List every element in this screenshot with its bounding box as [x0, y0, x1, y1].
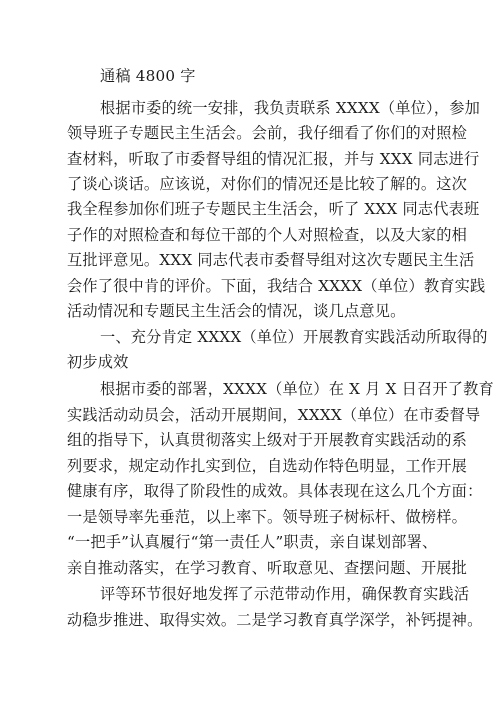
paragraph-line: 健康有序，取得了阶段性的成效。具体表现在这么几个方面： [67, 482, 483, 500]
paragraph-line: 评等环节很好地发挥了示范带动作用，确保教育实践活 [100, 585, 470, 603]
paragraph-line: 领导班子专题民主生活会。会前，我仔细看了你们的对照检 [67, 124, 468, 142]
paragraph-line: 一是领导率先垂范，以上率下。领导班子树标杆、做榜样。 [67, 508, 468, 526]
paragraph-line: 我全程参加你们班子专题民主生活会，听了 XXX 同志代表班 [67, 200, 480, 218]
paragraph-line: 了谈心谈话。应该说，对你们的情况还是比较了解的。这次 [67, 175, 468, 193]
paragraph-line: 活动情况和专题民主生活会的情况，谈几点意见。 [67, 302, 406, 320]
paragraph-line: “一把手”认真履行“第一责任人”职责，亲自谋划部署、 [67, 533, 438, 551]
section-heading: 初步成效 [67, 353, 129, 371]
paragraph-line: 互批评意见。XXX 同志代表市委督导组对这次专题民主生活 [67, 251, 475, 269]
section-heading: 一、充分肯定 XXXX（单位）开展教育实践活动所取得的 [100, 328, 488, 346]
paragraph-line: 根据市委的部署，XXXX（单位）在 X 月 X 日召开了教育 [100, 380, 494, 398]
paragraph-line: 子作的对照检查和每位干部的个人对照检查，以及大家的相 [67, 226, 468, 244]
paragraph-line: 动稳步推进、取得实效。二是学习教育真学深学，补钙提神。 [67, 611, 483, 629]
document-title: 通稿 4800 字 [100, 67, 196, 85]
paragraph-line: 列要求，规定动作扎实到位，自选动作特色明显，工作开展 [67, 457, 468, 475]
paragraph-line: 组的指导下，认真贯彻落实上级对于开展教育实践活动的系 [67, 431, 468, 449]
paragraph-line: 实践活动动员会，活动开展期间，XXXX（单位）在市委督导 [67, 406, 481, 424]
paragraph-line: 查材料，听取了市委督导组的情况汇报，并与 XXX 同志进行 [67, 150, 480, 168]
paragraph-line: 根据市委的统一安排，我负责联系 XXXX（单位），参加 [100, 99, 481, 117]
paragraph-line: 亲自推动落实，在学习教育、听取意见、查摆问题、开展批 [67, 559, 468, 577]
paragraph-line: 会作了很中肯的评价。下面，我结合 XXXX（单位）教育实践 [67, 277, 486, 295]
